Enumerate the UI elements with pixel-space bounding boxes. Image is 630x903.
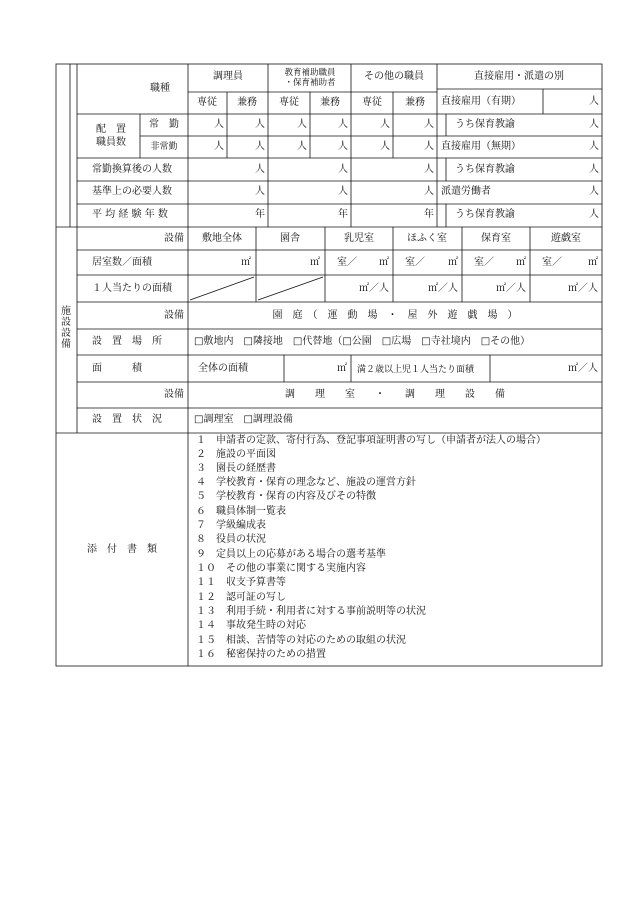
avg-years-unit-1: 年 bbox=[255, 209, 265, 220]
col-assistant-label-1: 教育補助職員 bbox=[284, 68, 336, 78]
attachment-item: ３ 園長の経歴書 bbox=[196, 463, 276, 474]
attachment-item: １０ その他の事業に関する実施内容 bbox=[196, 563, 366, 574]
attachment-item: ９ 定員以上の応募がある場合の選考基準 bbox=[196, 549, 386, 560]
col-other-label: その他の職員 bbox=[364, 71, 424, 82]
nursery-room-area-unit: ㎡ bbox=[516, 257, 526, 268]
infant-room-count: 室／ bbox=[337, 257, 357, 268]
direct-indefinite-label: 直接雇用（無期） bbox=[441, 141, 521, 152]
col-cook-label: 調理員 bbox=[213, 71, 243, 82]
direct-fixed-unit: 人 bbox=[589, 96, 599, 107]
building-area-unit: ㎡ bbox=[310, 257, 320, 268]
attachment-item: ８ 役員の状況 bbox=[196, 534, 266, 545]
attachments-label: 添 付 書 類 bbox=[87, 544, 157, 555]
unit-r2-c6: 人 bbox=[424, 141, 434, 152]
unit-r2-c4: 人 bbox=[338, 141, 348, 152]
infant-per-person-unit: ㎡／人 bbox=[359, 283, 389, 294]
rooms-area-label: 居室数／面積 bbox=[92, 257, 152, 268]
assist-concurrent-label: 兼務 bbox=[320, 97, 340, 108]
job-type-label: 職種 bbox=[150, 83, 170, 94]
crawl-room-area-unit: ㎡ bbox=[448, 257, 458, 268]
attachment-item: １５ 相談、苦情等の対応のための取組の状況 bbox=[196, 635, 406, 646]
status-options: □調理室 □調理設備 bbox=[194, 414, 293, 425]
cook-fulltime-label: 専従 bbox=[197, 97, 217, 108]
cook-concurrent-label: 兼務 bbox=[237, 97, 257, 108]
col-nursery-room-label: 保育室 bbox=[481, 233, 511, 244]
other-concurrent-label: 兼務 bbox=[405, 97, 425, 108]
nursery-teacher-label-1: うち保育教諭 bbox=[455, 119, 515, 130]
fte-label: 常勤換算後の人数 bbox=[92, 164, 172, 175]
unit-r2-c5: 人 bbox=[380, 141, 390, 152]
col-site-label: 敷地全体 bbox=[202, 233, 242, 244]
attachment-item: １４ 事故発生時の対応 bbox=[196, 620, 306, 631]
attachment-item: １２ 認可証の写し bbox=[196, 592, 286, 603]
fte-unit-3: 人 bbox=[424, 164, 434, 175]
unit-r1-c1: 人 bbox=[214, 119, 224, 130]
total-area-unit: ㎡ bbox=[337, 363, 347, 374]
avg-years-label: 平 均 経 験 年 数 bbox=[92, 209, 168, 220]
nursery-teacher-label-2: うち保育教諭 bbox=[455, 164, 515, 175]
over2-area-unit: ㎡／人 bbox=[568, 363, 598, 374]
assist-fulltime-label: 専従 bbox=[279, 97, 299, 108]
per-person-label: １人当たりの面積 bbox=[92, 283, 172, 294]
nursery-teacher-label-3: うち保育教諭 bbox=[455, 209, 515, 220]
col-crawl-room-label: ほふく室 bbox=[407, 233, 447, 244]
unit-r1-c4: 人 bbox=[338, 119, 348, 130]
crawl-per-person-unit: ㎡／人 bbox=[428, 283, 458, 294]
avg-years-unit-2: 年 bbox=[338, 209, 348, 220]
required-unit-3: 人 bbox=[424, 186, 434, 197]
nonregular-label: 非常勤 bbox=[150, 142, 178, 152]
site-area-unit: ㎡ bbox=[241, 257, 251, 268]
equipment-label-2: 設備 bbox=[164, 310, 184, 321]
area-label: 面 積 bbox=[92, 363, 142, 374]
nursery-room-count: 室／ bbox=[474, 257, 494, 268]
col-assistant-label-2: ・保育補助者 bbox=[284, 78, 336, 88]
attachment-item: １３ 利用手続・利用者に対する事前説明等の状況 bbox=[196, 606, 426, 617]
fte-unit-2: 人 bbox=[338, 164, 348, 175]
regular-label: 常 勤 bbox=[149, 119, 179, 130]
play-room-count: 室／ bbox=[542, 257, 562, 268]
cooking-title: 調 理 室 ・ 調 理 設 備 bbox=[285, 389, 505, 400]
status-label: 設 置 状 況 bbox=[92, 414, 162, 425]
unit-r1-c3: 人 bbox=[297, 119, 307, 130]
col-play-room-label: 遊戯室 bbox=[551, 233, 581, 244]
nursery-per-person-unit: ㎡／人 bbox=[496, 283, 526, 294]
col-infant-room-label: 乳児室 bbox=[344, 233, 374, 244]
over2-area-label: 満２歳以上児１人当たり面積 bbox=[357, 365, 475, 375]
unit-r2-c2: 人 bbox=[255, 141, 265, 152]
attachment-item: １６ 秘密保持のための措置 bbox=[196, 649, 326, 660]
avg-years-unit-3: 年 bbox=[424, 209, 434, 220]
play-room-area-unit: ㎡ bbox=[588, 257, 598, 268]
unit-r2-c1: 人 bbox=[214, 141, 224, 152]
attachment-item: ６ 職員体制一覧表 bbox=[196, 506, 286, 517]
unit-r1-c6: 人 bbox=[424, 119, 434, 130]
play-per-person-unit: ㎡／人 bbox=[568, 283, 598, 294]
attachment-item: ２ 施設の平面図 bbox=[196, 449, 276, 460]
location-label: 設 置 場 所 bbox=[92, 336, 162, 347]
facility-side-label: 施設設備 bbox=[61, 306, 71, 350]
placement-label-1: 配 置 bbox=[96, 124, 126, 135]
placement-label-2: 職員数 bbox=[96, 137, 126, 148]
crawl-room-count: 室／ bbox=[405, 257, 425, 268]
fte-unit-1: 人 bbox=[255, 164, 265, 175]
attachment-item: ４ 学校教育・保育の理念など、施設の運営方針 bbox=[196, 477, 416, 488]
other-fulltime-label: 専従 bbox=[362, 97, 382, 108]
col-building-label: 園舎 bbox=[280, 233, 300, 244]
attachment-item: １ 申請者の定款、寄付行為、登記事項証明書の写し（申請者が法人の場合） bbox=[196, 435, 546, 446]
total-area-label: 全体の面積 bbox=[198, 363, 248, 374]
direct-indefinite-unit: 人 bbox=[589, 141, 599, 152]
required-unit-1: 人 bbox=[255, 186, 265, 197]
required-label: 基準上の必要人数 bbox=[92, 186, 172, 197]
equipment-label-3: 設備 bbox=[164, 389, 184, 400]
nursery-teacher-unit-3: 人 bbox=[589, 209, 599, 220]
garden-title: 園 庭 （ 運 動 場 ・ 屋 外 遊 戯 場 ） bbox=[272, 310, 518, 321]
unit-r1-c2: 人 bbox=[255, 119, 265, 130]
dispatch-label: 派遣労働者 bbox=[441, 186, 491, 197]
attachment-item: １１ 収支予算書等 bbox=[196, 577, 286, 588]
attachment-item: ７ 学級編成表 bbox=[196, 520, 266, 531]
dispatch-unit: 人 bbox=[589, 186, 599, 197]
attachment-item: ５ 学校教育・保育の内容及びその特徴 bbox=[196, 491, 376, 502]
location-options: □敷地内 □隣接地 □代替地（□公園 □広場 □寺社境内 □その他） bbox=[194, 336, 531, 347]
unit-r2-c3: 人 bbox=[297, 141, 307, 152]
nursery-teacher-unit-1: 人 bbox=[589, 119, 599, 130]
direct-fixed-label: 直接雇用（有期） bbox=[441, 96, 521, 107]
equipment-label-1: 設備 bbox=[164, 233, 184, 244]
employment-title: 直接雇用・派遣の別 bbox=[474, 71, 564, 82]
infant-room-area-unit: ㎡ bbox=[379, 257, 389, 268]
required-unit-2: 人 bbox=[338, 186, 348, 197]
unit-r1-c5: 人 bbox=[380, 119, 390, 130]
nursery-teacher-unit-2: 人 bbox=[589, 164, 599, 175]
